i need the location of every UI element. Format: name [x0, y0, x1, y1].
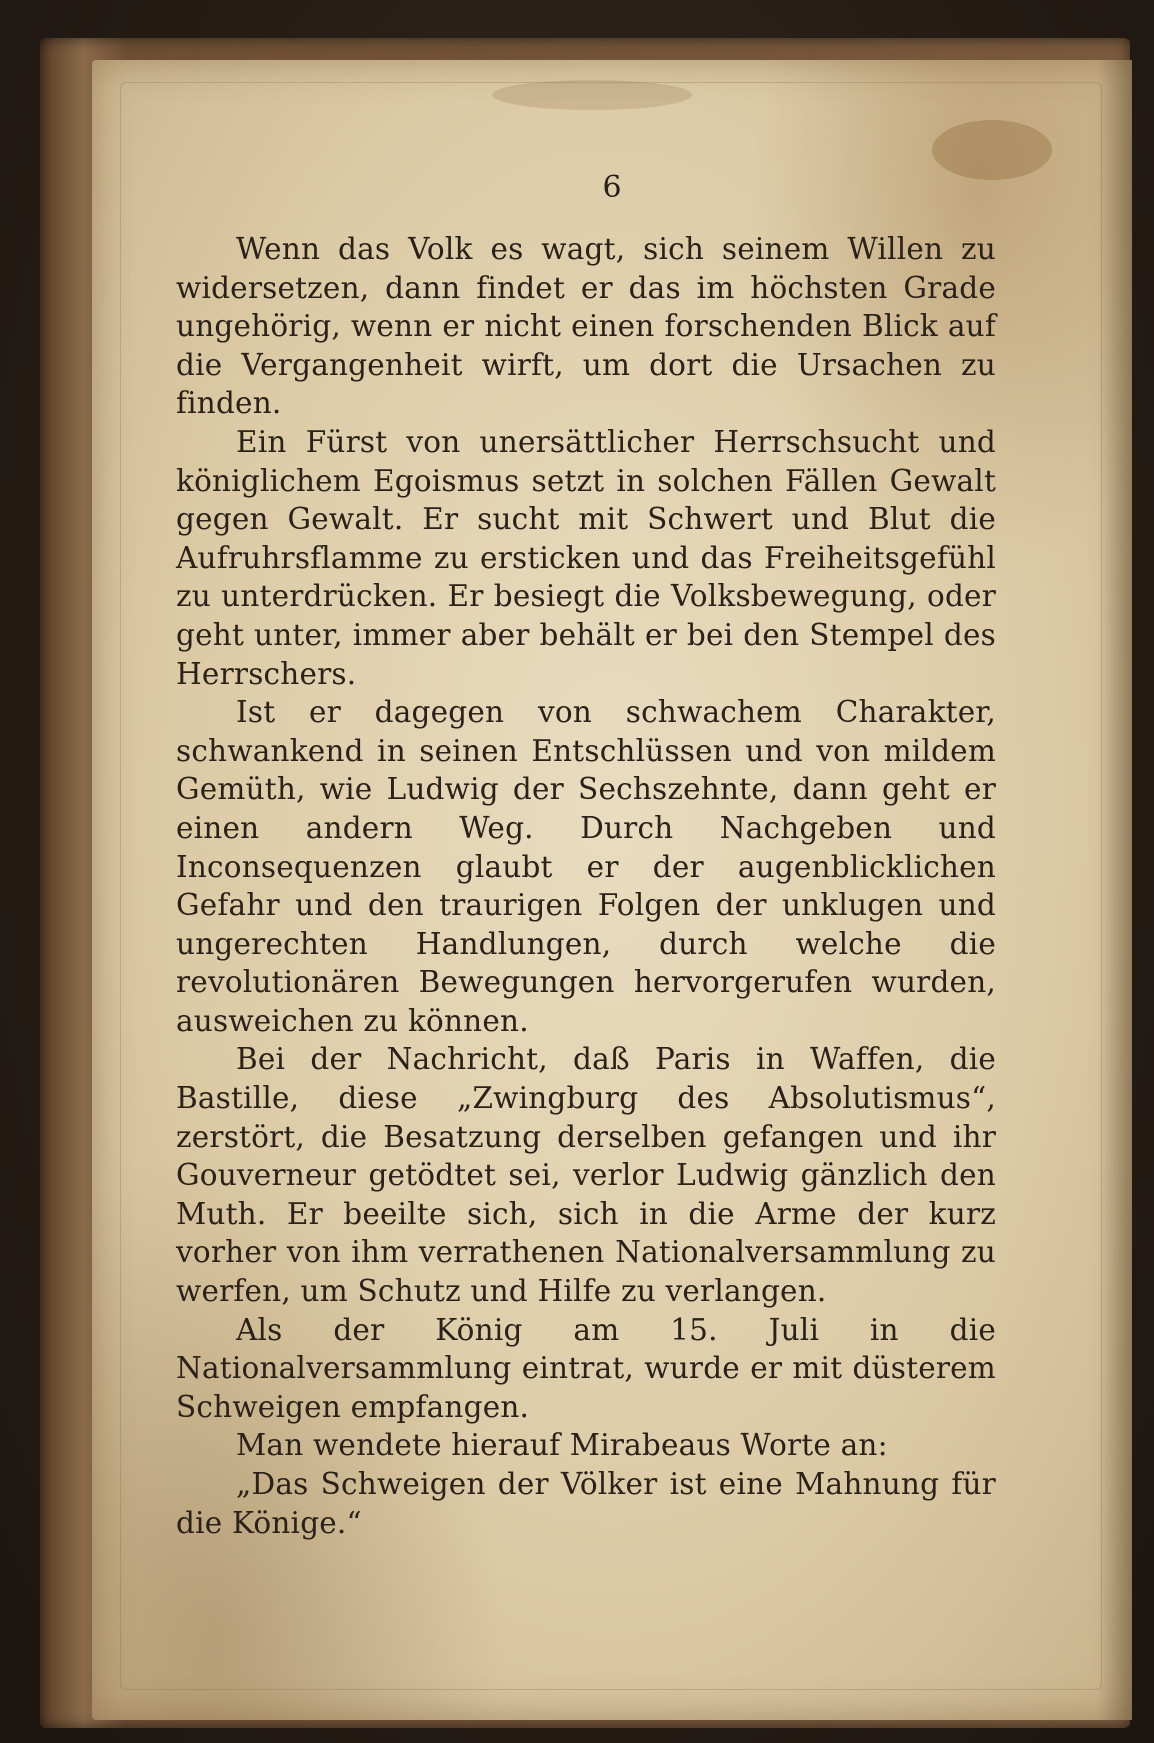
- stain: [492, 80, 692, 110]
- body-text: [176, 230, 996, 1542]
- page-sheet: [92, 60, 1132, 1720]
- paragraph: Wenn das Volk es wagt, sich seinem Willen zu widersetzen, dann findet er das im höchsten Grade ungehörig, wenn er nicht einen forschenden Blick auf die Vergangenheit wirft, um dort die Ursachen zu finden.: [176, 232, 996, 421]
- page-gutter: [1098, 60, 1132, 1720]
- paragraph: Ist er dagegen von schwachem Charakter, schwankend in seinen Entschlüssen und von mildem Gemüth, wie Ludwig der Sechszehnte, dann geht er einen andern Weg. Durch Nachgeben und Inconsequenzen glaubt er der augenblicklichen Gefahr und den traurigen Folgen der unklugen und ungerechten Handlungen, durch welche die revolutionären Bewegungen hervorgerufen wurden, ausweichen zu können.: [176, 695, 996, 1038]
- paragraph: Ein Fürst von unersättlicher Herrschsucht und königlichem Egoismus setzt in solchen Fällen Gewalt gegen Gewalt. Er sucht mit Schwert und Blut die Aufruhrsflamme zu ersticken und das Freiheitsgefühl zu unterdrücken. Er besiegt die Volksbewegung, oder geht unter, immer aber behält er bei den Stempel des Herrschers.: [176, 424, 996, 691]
- paragraph: „Das Schweigen der Völker ist eine Mahnung für die Könige.“: [176, 1467, 996, 1540]
- paragraph: Bei der Nachricht, daß Paris in Waffen, die Bastille, diese „Zwingburg des Absolutismus“, zerstört, die Besatzung derselben gefangen und ihr Gouverneur getödtet sei, verlor Ludwig gänzlich den Muth. Er beeilte sich, sich in die Arme der kurz vorher von ihm verrathenen Nationalversammlung zu werfen, um Schutz und Hilfe zu verlangen.: [176, 1042, 996, 1309]
- page-number: 6: [602, 170, 622, 205]
- paragraph: Man wendete hierauf Mirabeaus Worte an:: [236, 1428, 888, 1463]
- paragraph: Als der König am 15. Juli in die Nationalversammlung eintrat, wurde er mit düsterem Schweigen empfangen.: [176, 1312, 996, 1424]
